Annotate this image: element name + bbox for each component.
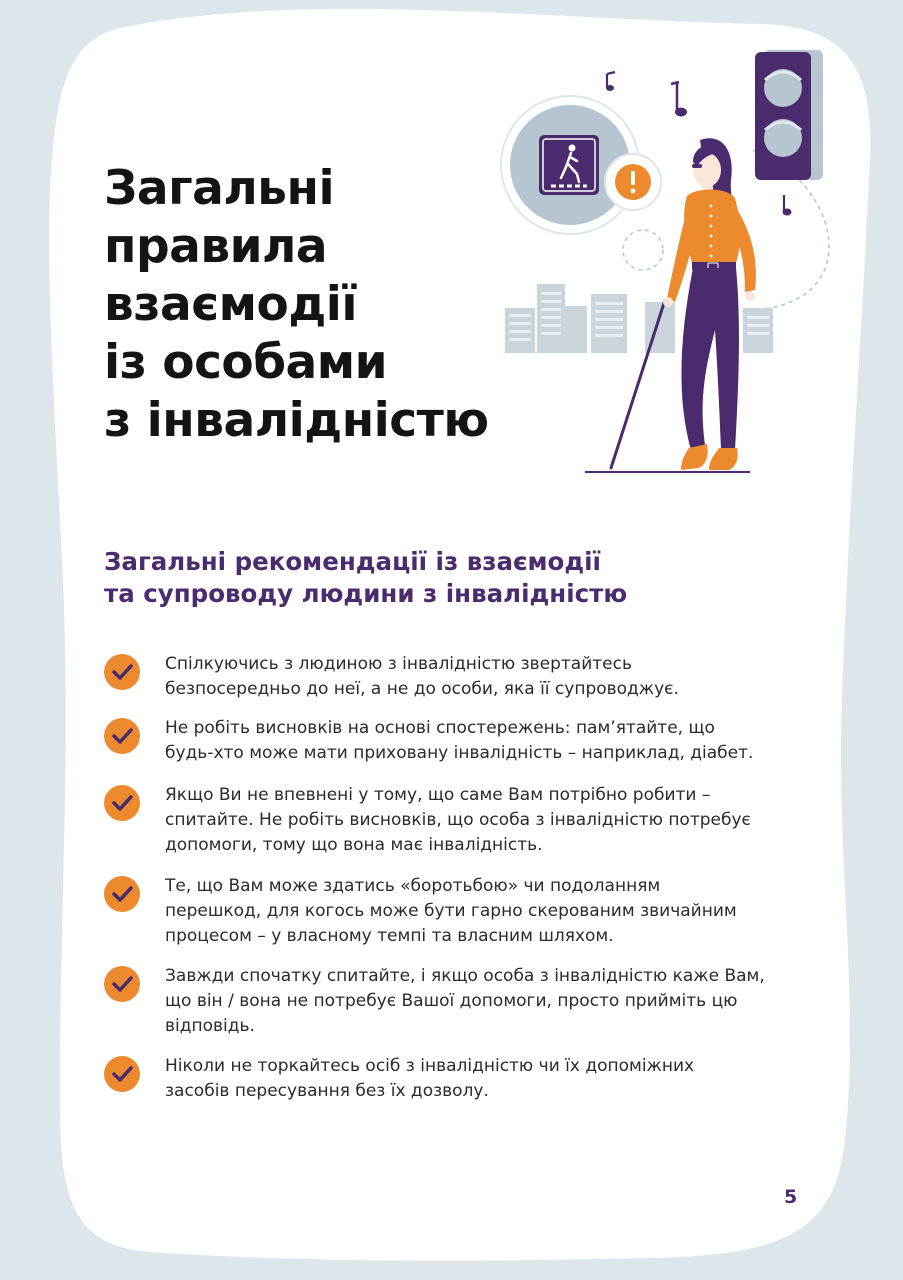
recommendation-text [165, 964, 805, 1039]
section-heading-line: Загальні рекомендації із взаємодії [104, 547, 601, 576]
recommendation-text [165, 652, 805, 702]
check-icon [104, 1056, 140, 1092]
recommendation-line: допомоги, тому що вона має інвалідність. [165, 835, 543, 855]
recommendation-line: Ніколи не торкайтесь осіб з інвалідністю чи їх допоміжних [165, 1056, 695, 1076]
recommendation-line: Завжди спочатку спитайте, і якщо особа з інвалідністю каже Вам, [165, 966, 765, 986]
page-title-line: Загальні [104, 161, 335, 216]
recommendation-line: Спілкуючись з людиною з інвалідністю звертайтесь [165, 654, 632, 674]
recommendation-text [165, 783, 805, 858]
page-title-line: з інвалідністю [104, 393, 489, 448]
check-icon [104, 876, 140, 912]
recommendation-line: спитайте. Не робіть висновків, що особа з інвалідністю потребує [165, 810, 751, 830]
section-heading-line: та супроводу людини з інвалідністю [104, 579, 628, 608]
recommendation-text [165, 1054, 805, 1104]
check-icon [104, 966, 140, 1002]
recommendation-line: Якщо Ви не впевнені у тому, що саме Вам потрібно робити – [165, 785, 711, 805]
page-title-line: взаємодії [104, 277, 358, 332]
recommendation-text [165, 874, 805, 949]
recommendation-text [165, 716, 805, 766]
check-icon [104, 654, 140, 690]
check-icon [104, 785, 140, 821]
recommendation-line: засобів пересування без їх дозволу. [165, 1081, 489, 1101]
recommendation-line: перешкод, для когось може бути гарно скерованим звичайним [165, 901, 737, 921]
woman-with-white-cane-illustration [495, 40, 840, 480]
recommendation-line: Не робіть висновків на основі спостережень: пам’ятайте, що [165, 718, 715, 738]
page-title-line: із особами [104, 335, 388, 390]
warning-icon [605, 154, 661, 210]
recommendation-line: що він / вона не потребує Вашої допомоги, просто прийміть цю [165, 991, 738, 1011]
page-title-line: правила [104, 219, 328, 274]
page-number: 5 [784, 1186, 798, 1208]
recommendation-line: будь-хто може мати приховану інвалідність – наприклад, діабет. [165, 743, 754, 763]
traffic-light-icon [755, 50, 823, 180]
page-title [104, 160, 489, 450]
check-icon [104, 718, 140, 754]
recommendation-line: процесом – у власному темпі та власним шляхом. [165, 926, 614, 946]
recommendation-line: Те, що Вам може здатись «боротьбою» чи подоланням [165, 876, 661, 896]
recommendation-line: відповідь. [165, 1016, 255, 1036]
section-heading [104, 546, 627, 610]
recommendation-line: безпосередньо до неї, а не до особи, яка її супроводжує. [165, 679, 679, 699]
